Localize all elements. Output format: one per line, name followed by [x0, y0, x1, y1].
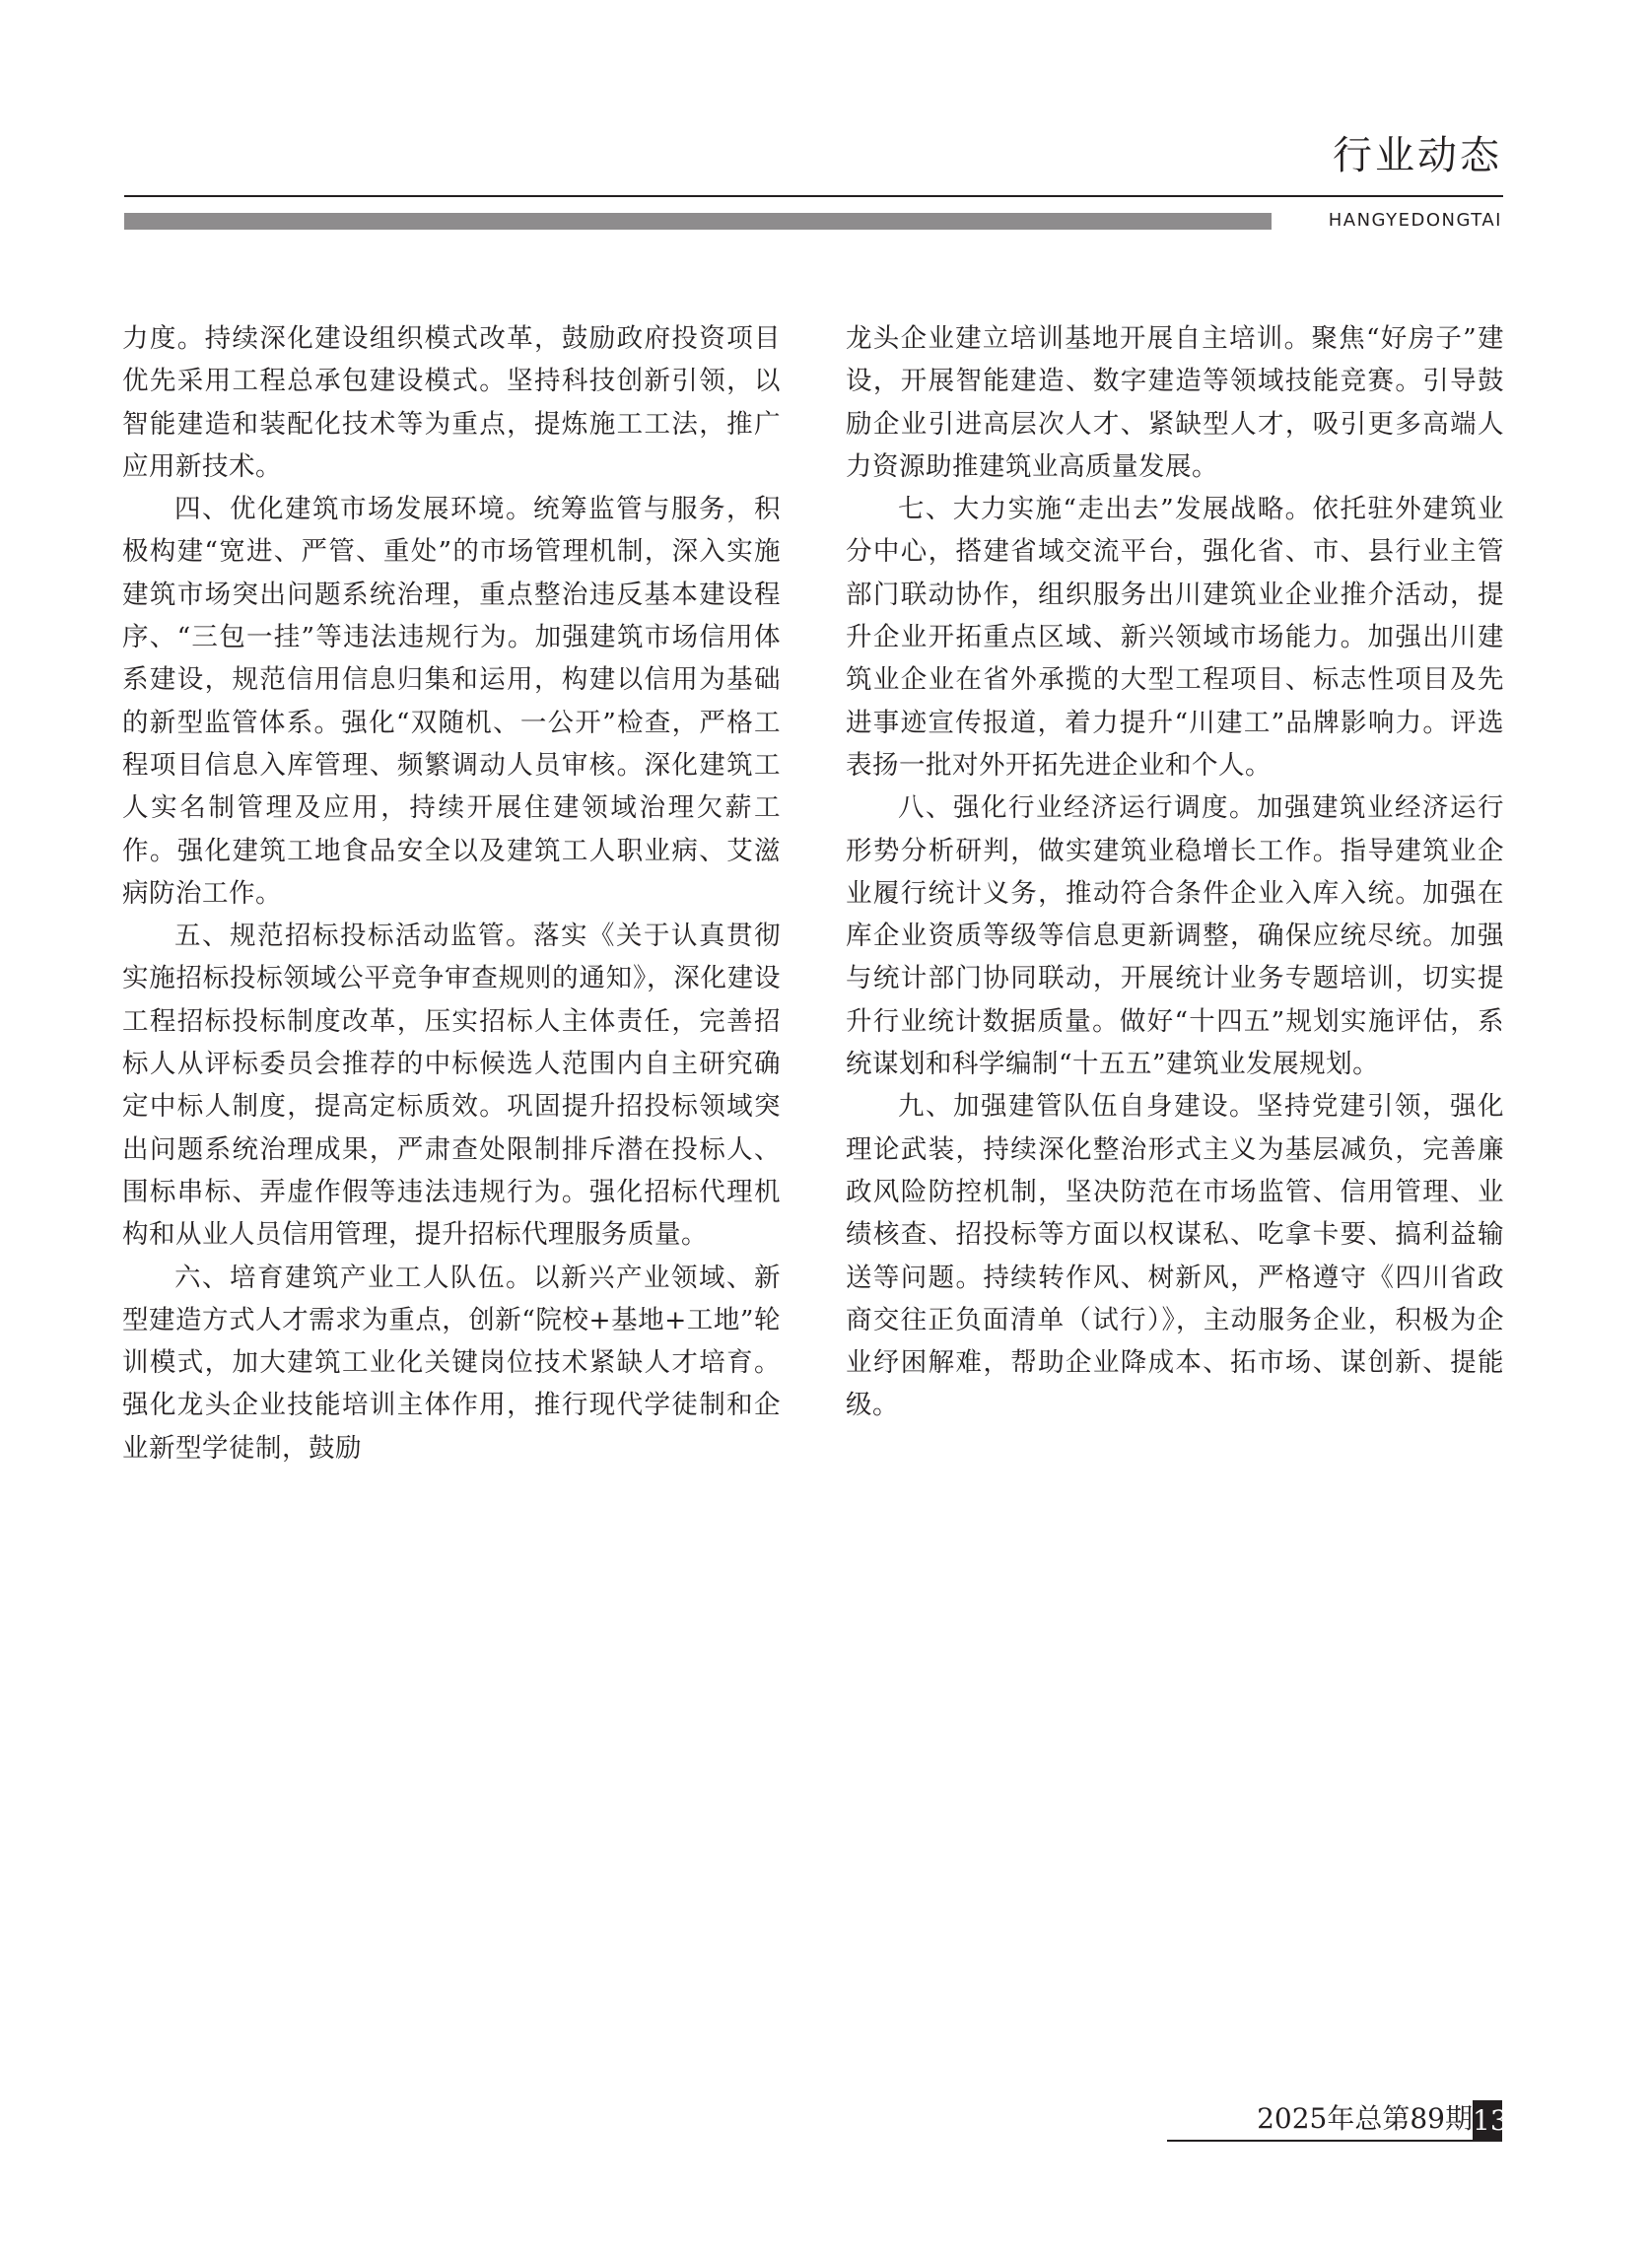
- section-pinyin: HANGYEDONGTAI: [1328, 210, 1502, 231]
- page-number: 13: [1473, 2100, 1502, 2142]
- paragraph-section-9: 九、加强建管队伍自身建设。坚持党建引领，强化理论武装，持续深化整治形式主义为基层减负，完善廉政风险防控机制，坚决防范在市场监管、信用管理、业绩核查、招投标等方面以权谋私、吃拿卡要、搞利益输送等问题。持续转作风、树新风，严格遵守《四川省政商交往正负面清单（试行）》，主动服务企业，积极为企业纾困解难，帮助企业降成本、拓市场、谋创新、提能级。: [846, 1091, 1504, 1421]
- paragraph-section-7: 七、大力实施“走出去”发展战略。依托驻外建筑业分中心，搭建省域交流平台，强化省、市、县行业主管部门联动协作，组织服务出川建筑业企业推介活动，提升企业开拓重点区域、新兴领域市场能力。加强出川建筑业企业在省外承揽的大型工程项目、标志性项目及先进事迹宣传报道，着力提升“川建工”品牌影响力。评选表扬一批对外开拓先进企业和个人。: [846, 494, 1504, 781]
- paragraph-section-4: 四、优化建筑市场发展环境。统筹监管与服务，积极构建“宽进、严管、重处”的市场管理机制，深入实施建筑市场突出问题系统治理，重点整治违反基本建设程序、“三包一挂”等违法违规行为。加强建筑市场信用体系建设，规范信用信息归集和运用，构建以信用为基础的新型监管体系。强化“双随机、一公开”检查，严格工程项目信息入库管理、频繁调动人员审核。深化建筑工人实名制管理及应用，持续开展住建领域治理欠薪工作。强化建筑工地食品安全以及建筑工人职业病、艾滋病防治工作。: [122, 494, 781, 909]
- section-title: 行业动态: [1333, 133, 1502, 178]
- left-column: [122, 317, 781, 1470]
- header-band: [124, 213, 1272, 230]
- header-rule: [124, 195, 1503, 197]
- paragraph-section-6: 六、培育建筑产业工人队伍。以新兴产业领域、新型建造方式人才需求为重点，创新“院校+基地+工地”轮训模式，加大建筑工业化关键岗位技术紧缺人才培育。强化龙头企业技能培训主体作用，推行现代学徒制和企业新型学徒制，鼓励: [122, 1262, 781, 1464]
- right-column: [846, 317, 1504, 1427]
- paragraph-section-5: 五、规范招标投标活动监管。落实《关于认真贯彻实施招标投标领域公平竞争审查规则的通知》，深化建设工程招标投标制度改革，压实招标人主体责任，完善招标人从评标委员会推荐的中标候选人范围内自主研究确定中标人制度，提高定标质效。巩固提升招投标领域突出问题系统治理成果，严肃查处限制排斥潜在投标人、围标串标、弄虚作假等违法违规行为。强化招标代理机构和从业人员信用管理，提升招标代理服务质量。: [122, 921, 781, 1251]
- paragraph-section-6-continued: 龙头企业建立培训基地开展自主培训。聚焦“好房子”建设，开展智能建造、数字建造等领域技能竞赛。引导鼓励企业引进高层次人才、紧缺型人才，吸引更多高端人力资源助推建筑业高质量发展。: [846, 323, 1504, 482]
- paragraph-section-8: 八、强化行业经济运行调度。加强建筑业经济运行形势分析研判，做实建筑业稳增长工作。指导建筑业企业履行统计义务，推动符合条件企业入库入统。加强在库企业资质等级等信息更新调整，确保应统尽统。加强与统计部门协同联动，开展统计业务专题培训，切实提升行业统计数据质量。做好“十四五”规划实施评估，系统谋划和科学编制“十五五”建筑业发展规划。: [846, 792, 1504, 1080]
- issue-label: 2025年总第89期: [1257, 2102, 1473, 2135]
- footer-rule: [1167, 2140, 1502, 2142]
- paragraph-continued: 力度。持续深化建设组织模式改革，鼓励政府投资项目优先采用工程总承包建设模式。坚持科技创新引领，以智能建造和装配化技术等为重点，提炼施工工法，推广应用新技术。: [122, 323, 781, 482]
